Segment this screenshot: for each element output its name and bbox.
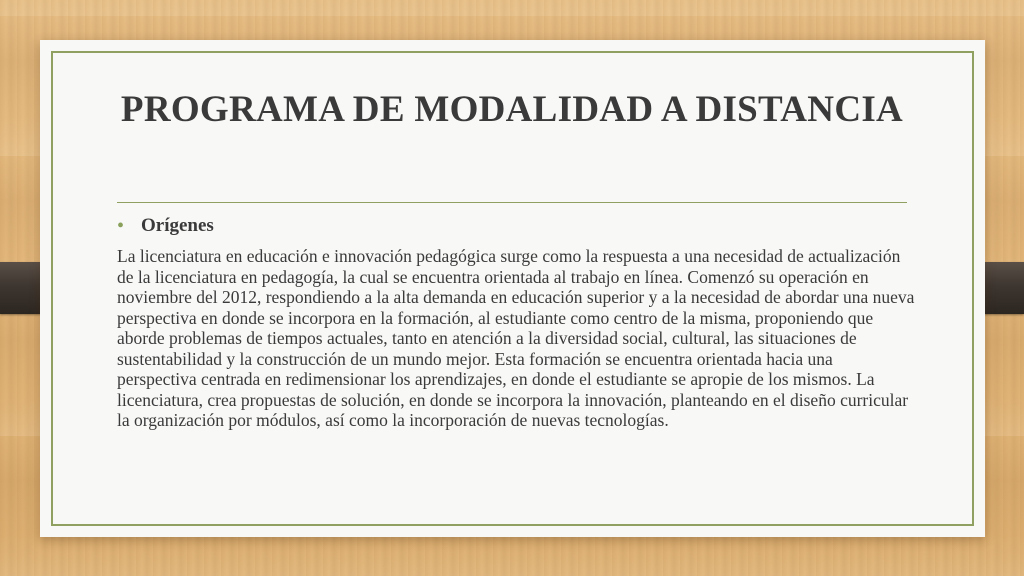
bullet-item — [117, 215, 214, 237]
body-paragraph: La licenciatura en educación e innovación pedagógica surge como la respuesta a una necesidad de actualización de la licenciatura en pedagogía, la cual se encuentra orientada al trabajo en línea. Comenzó su operación en noviembre del 2012, respondiendo a la alta demanda en educación superior y a la necesidad de abordar una nueva perspectiva en donde se incorpora en la formación, al estudiante como centro de la misma, proponiendo que aborde problemas de tiempos actuales, tanto en atención a la diversidad social, cultural, las situaciones de sustentabilidad y la construcción de un mundo mejor. Esta formación se encuentra orientada hacia una perspectiva centrada en redimensionar los aprendizajes, en donde el estudiante se apropie de los mismos. La licenciatura, crea propuestas de solución, en donde se incorpora la innovación, planteando en el diseño curricular la organización por módulos, así como la incorporación de nuevas tecnologías. — [117, 246, 915, 430]
slide-title: PROGRAMA DE MODALIDAD A DISTANCIA — [120, 89, 904, 130]
bullet-heading: Orígenes — [141, 215, 214, 236]
title-divider — [117, 202, 907, 203]
bullet-dot-icon: • — [117, 215, 125, 237]
